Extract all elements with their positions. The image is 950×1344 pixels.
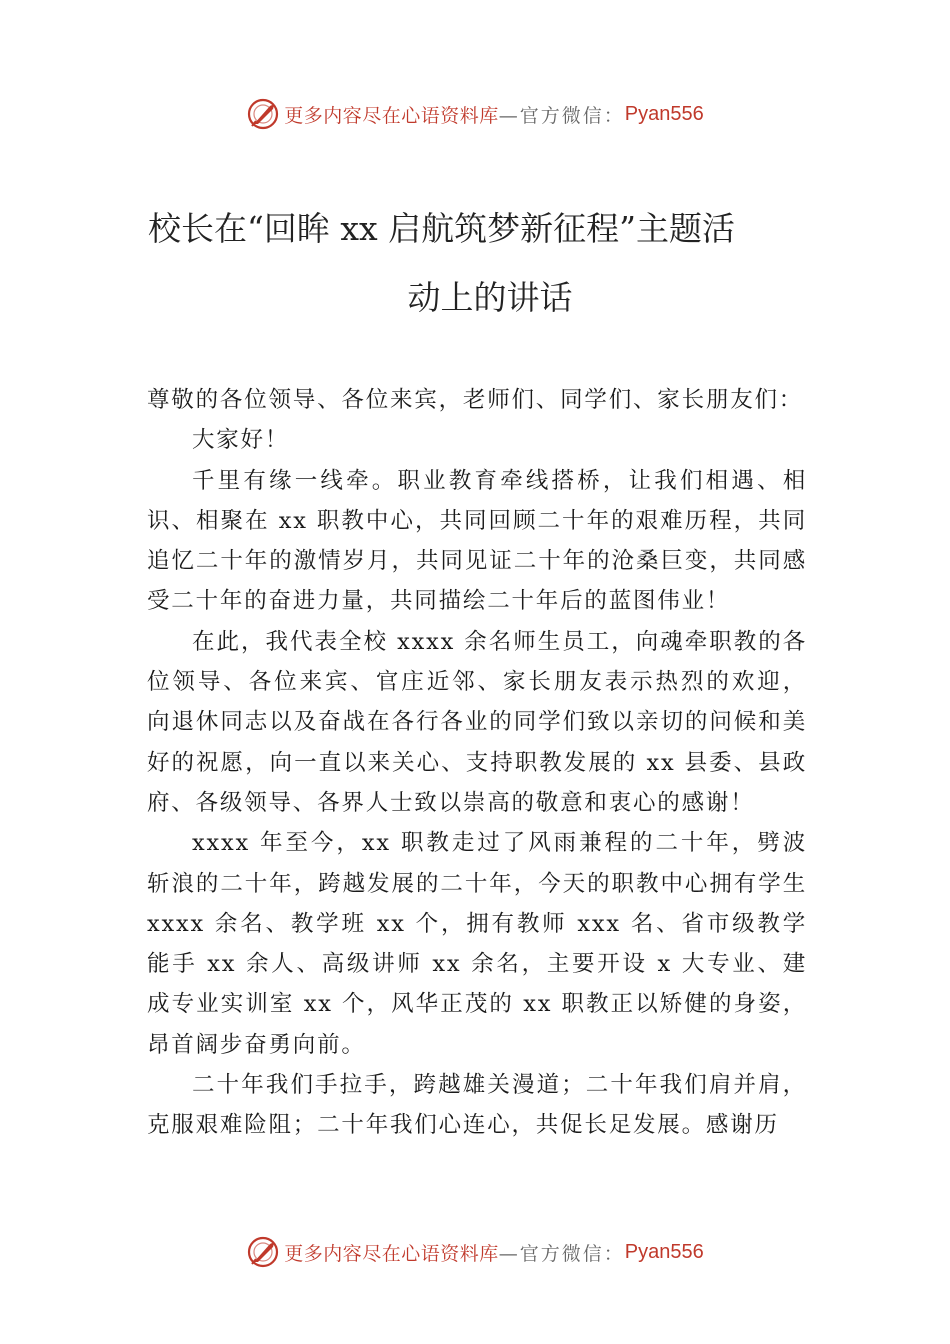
document-body	[147, 380, 807, 1146]
footer-banner	[0, 1232, 950, 1272]
banner-wechat-label: —官方微信：	[498, 1242, 625, 1265]
salutation: 尊敬的各位领导、各位来宾，老师们、同学们、家长朋友们：	[147, 387, 804, 413]
greeting: 大家好！	[192, 427, 290, 454]
banner-wechat-id: Pyan556	[624, 1240, 704, 1263]
paragraph: 千里有缘一线牵。职业教育牵线搭桥，让我们相遇、相识、相聚在 xx 职教中心，共同回顾二十年的艰难历程，共同追忆二十年的激情岁月，共同见证二十年的沧桑巨变，共同感受二十年的奋进力量，共同描绘二十年后的蓝图伟业！	[147, 467, 807, 615]
header-banner	[0, 94, 950, 134]
banner-wechat-id: Pyan556	[624, 102, 704, 125]
paragraph: xxxx 年至今，xx 职教走过了风雨兼程的二十年，劈波斩浪的二十年，跨越发展的二十年，今天的职教中心拥有学生 xxxx 余名、教学班 xx 个，拥有教师 xxx 名、省市级教学能手 xx 余人、高级讲师 xx 余名，主要开设 x 大专业、建成专业实训室 xx 个，风华正茂的 xx 职教正以矫健的身姿，昂首阔步奋勇向前。	[147, 830, 807, 1058]
paragraph: 在此，我代表全校 xxxx 余名师生员工，向魂牵职教的各位领导、各位来宾、官庄近邻、家长朋友表示热烈的欢迎， 向退休同志以及奋战在各行各业的同学们致以亲切的问候和美好的祝愿，向一直以来关心、支持职教发展的 xx 县委、县政府、各级领导、各界人士致以崇高的敬意和衷心的感谢！	[147, 628, 807, 816]
feather-pen-logo-icon	[246, 97, 280, 131]
banner-wechat-label: —官方微信：	[498, 104, 625, 127]
document-title-line-1: 校长在“回眸 xx 启航筑梦新征程”主题活	[148, 209, 735, 248]
document-title-line-2: 动上的讲话	[407, 278, 573, 317]
banner-brand-text: 更多内容尽在心语资料库	[284, 104, 499, 127]
feather-pen-logo-icon	[246, 1235, 280, 1269]
paragraph: 二十年我们手拉手，跨越雄关漫道；二十年我们肩并肩，克服艰难险阻；二十年我们心连心，共促长足发展。感谢历	[147, 1072, 807, 1139]
banner-brand-text: 更多内容尽在心语资料库	[284, 1242, 499, 1265]
